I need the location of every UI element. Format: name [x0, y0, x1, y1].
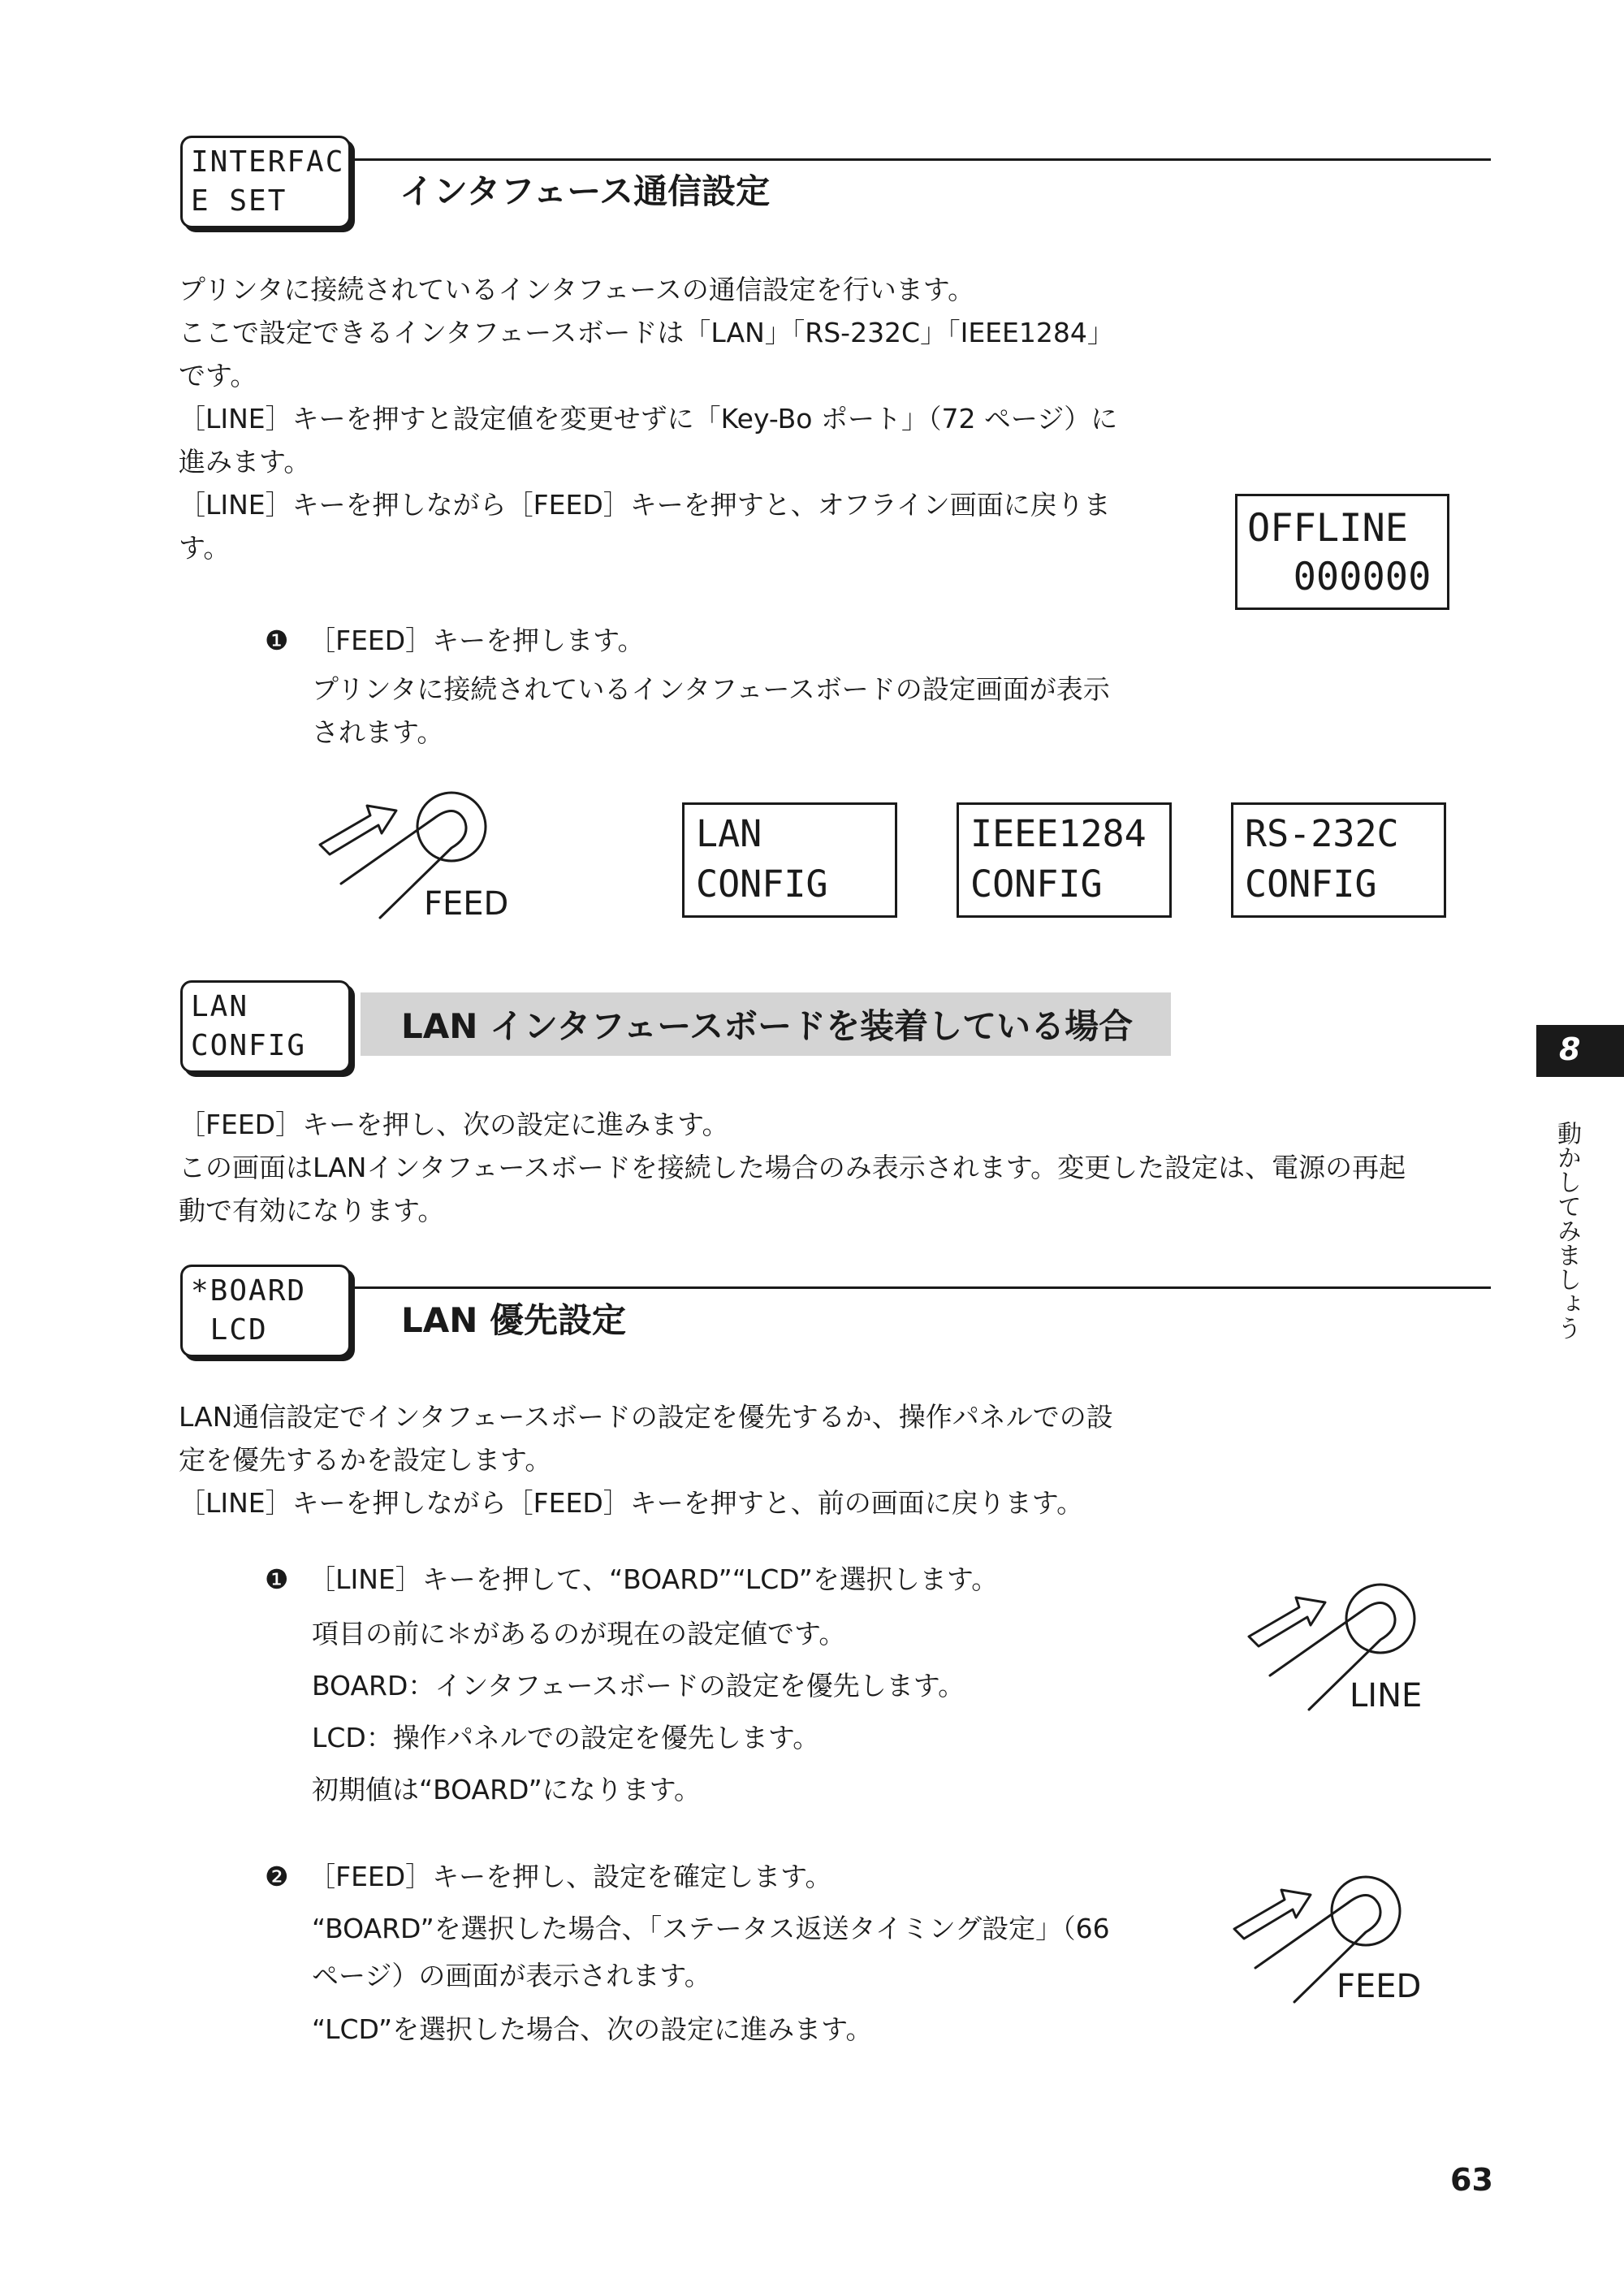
- text-line: プリンタに接続されているインタフェースボードの設定画面が表示: [312, 673, 1110, 705]
- lcd-tag-lan-config: [180, 980, 351, 1073]
- text-line: 初期値は“BOARD”になります。: [312, 1774, 702, 1805]
- tag-line-1: INTERFAC: [191, 145, 345, 179]
- text-line: 進みます。: [179, 446, 311, 478]
- section-title: LAN 優先設定: [401, 1300, 627, 1340]
- lcd-tag-interface-set: [180, 136, 351, 228]
- offline-lcd-display: [1235, 494, 1449, 610]
- lcd-line-1: LAN: [696, 812, 762, 855]
- section-rule: [351, 1286, 1491, 1289]
- step-1-title: [265, 619, 645, 662]
- section-intro: [179, 1395, 1177, 1524]
- text-line: “BOARD”を選択した場合、「ステータス返送タイミング設定」（66: [312, 1913, 1110, 1944]
- text-line: です。: [179, 360, 257, 391]
- tag-line-2: E SET: [191, 184, 287, 218]
- text-line: BOARD：インタフェースボードの設定を優先します。: [312, 1670, 965, 1701]
- text-line: ［FEED］キーを押し、次の設定に進みます。: [179, 1109, 729, 1140]
- feed-key-label: FEED: [424, 885, 509, 923]
- lcd-line-1: RS-232C: [1245, 812, 1399, 855]
- text-line: プリンタに接続されているインタフェースの通信設定を行います。: [179, 274, 975, 305]
- text-line: この画面はLANインタフェースボードを接続した場合のみ表示されます。変更した設定は、電源の再起: [179, 1152, 1406, 1183]
- lcd-line-1: IEEE1284: [970, 812, 1147, 855]
- feed-key-label: FEED: [1337, 1968, 1422, 2005]
- text-line: 定を優先するかを設定します。: [179, 1444, 552, 1476]
- chapter-number: 8: [1559, 1031, 1581, 1067]
- text-line: ［LINE］キーを押すと設定値を変更せずに「Key-Bo ポート」（72 ページ）に: [179, 403, 1118, 435]
- text-line: LCD：操作パネルでの設定を優先します。: [312, 1722, 820, 1753]
- text-line: “LCD”を選択した場合、次の設定に進みます。: [312, 2013, 873, 2045]
- ieee1284-config-lcd: [957, 802, 1172, 918]
- step-1-title: [265, 1558, 998, 1601]
- lcd-line-2: CONFIG: [970, 863, 1103, 906]
- line-key-label: LINE: [1350, 1677, 1423, 1714]
- text-line: ページ）の画面が表示されます。: [312, 1960, 711, 1991]
- section-rule: [351, 158, 1491, 161]
- step-title-text: ［LINE］キーを押して、“BOARD”“LCD”を選択します。: [309, 1563, 999, 1595]
- lcd-tag-board-lcd: [180, 1265, 351, 1357]
- text-line: されます。: [312, 716, 444, 748]
- text-line: LAN通信設定でインタフェースボードの設定を優先するか、操作パネルでの設: [179, 1401, 1113, 1433]
- chapter-tab: [1536, 1025, 1624, 1077]
- text-line: 項目の前に＊があるのが現在の設定値です。: [312, 1618, 846, 1650]
- step-1-body: [312, 1608, 1205, 1816]
- step-title-text: ［FEED］キーを押し、設定を確定します。: [309, 1861, 832, 1892]
- tag-line-1: *BOARD: [191, 1274, 307, 1308]
- tag-line-2: CONFIG: [191, 1029, 307, 1062]
- page-number: 63: [1450, 2162, 1493, 2198]
- text-line: ［LINE］キーを押しながら［FEED］キーを押すと、オフライン画面に戻りま: [179, 489, 1111, 521]
- lcd-line-2: CONFIG: [696, 863, 828, 906]
- step-title-text: ［FEED］キーを押します。: [309, 625, 645, 656]
- section-intro: [179, 268, 1177, 569]
- chapter-vertical-title: 動かしてみましょう: [1553, 1121, 1581, 1340]
- section-intro: [179, 1103, 1494, 1232]
- step-number-1: ❶: [265, 1563, 289, 1595]
- text-line: ［LINE］キーを押しながら［FEED］キーを押すと、前の画面に戻ります。: [179, 1487, 1084, 1519]
- step-1-body: [312, 668, 1205, 754]
- step-number-2: ❷: [265, 1861, 289, 1892]
- lan-config-lcd: [682, 802, 897, 918]
- lcd-line-2: CONFIG: [1245, 863, 1377, 906]
- step-2-body: [312, 1905, 1205, 2053]
- step-number-1: ❶: [265, 625, 289, 656]
- tag-line-1: LAN: [191, 990, 249, 1023]
- text-line: ここで設定できるインタフェースボードは「LAN」「RS-232C」「IEEE1284」: [179, 317, 1114, 348]
- rs232c-config-lcd: [1231, 802, 1446, 918]
- lcd-line-1: OFFLINE: [1247, 506, 1409, 551]
- tag-line-2: LCD: [191, 1313, 268, 1347]
- section-title: LAN インタフェースボードを装着している場合: [401, 1006, 1134, 1046]
- lcd-line-2: 000000: [1247, 555, 1432, 599]
- text-line: す。: [179, 532, 231, 564]
- section-title: インタフェース通信設定: [400, 171, 771, 211]
- step-2-title: [265, 1855, 832, 1898]
- text-line: 動で有効になります。: [179, 1195, 445, 1226]
